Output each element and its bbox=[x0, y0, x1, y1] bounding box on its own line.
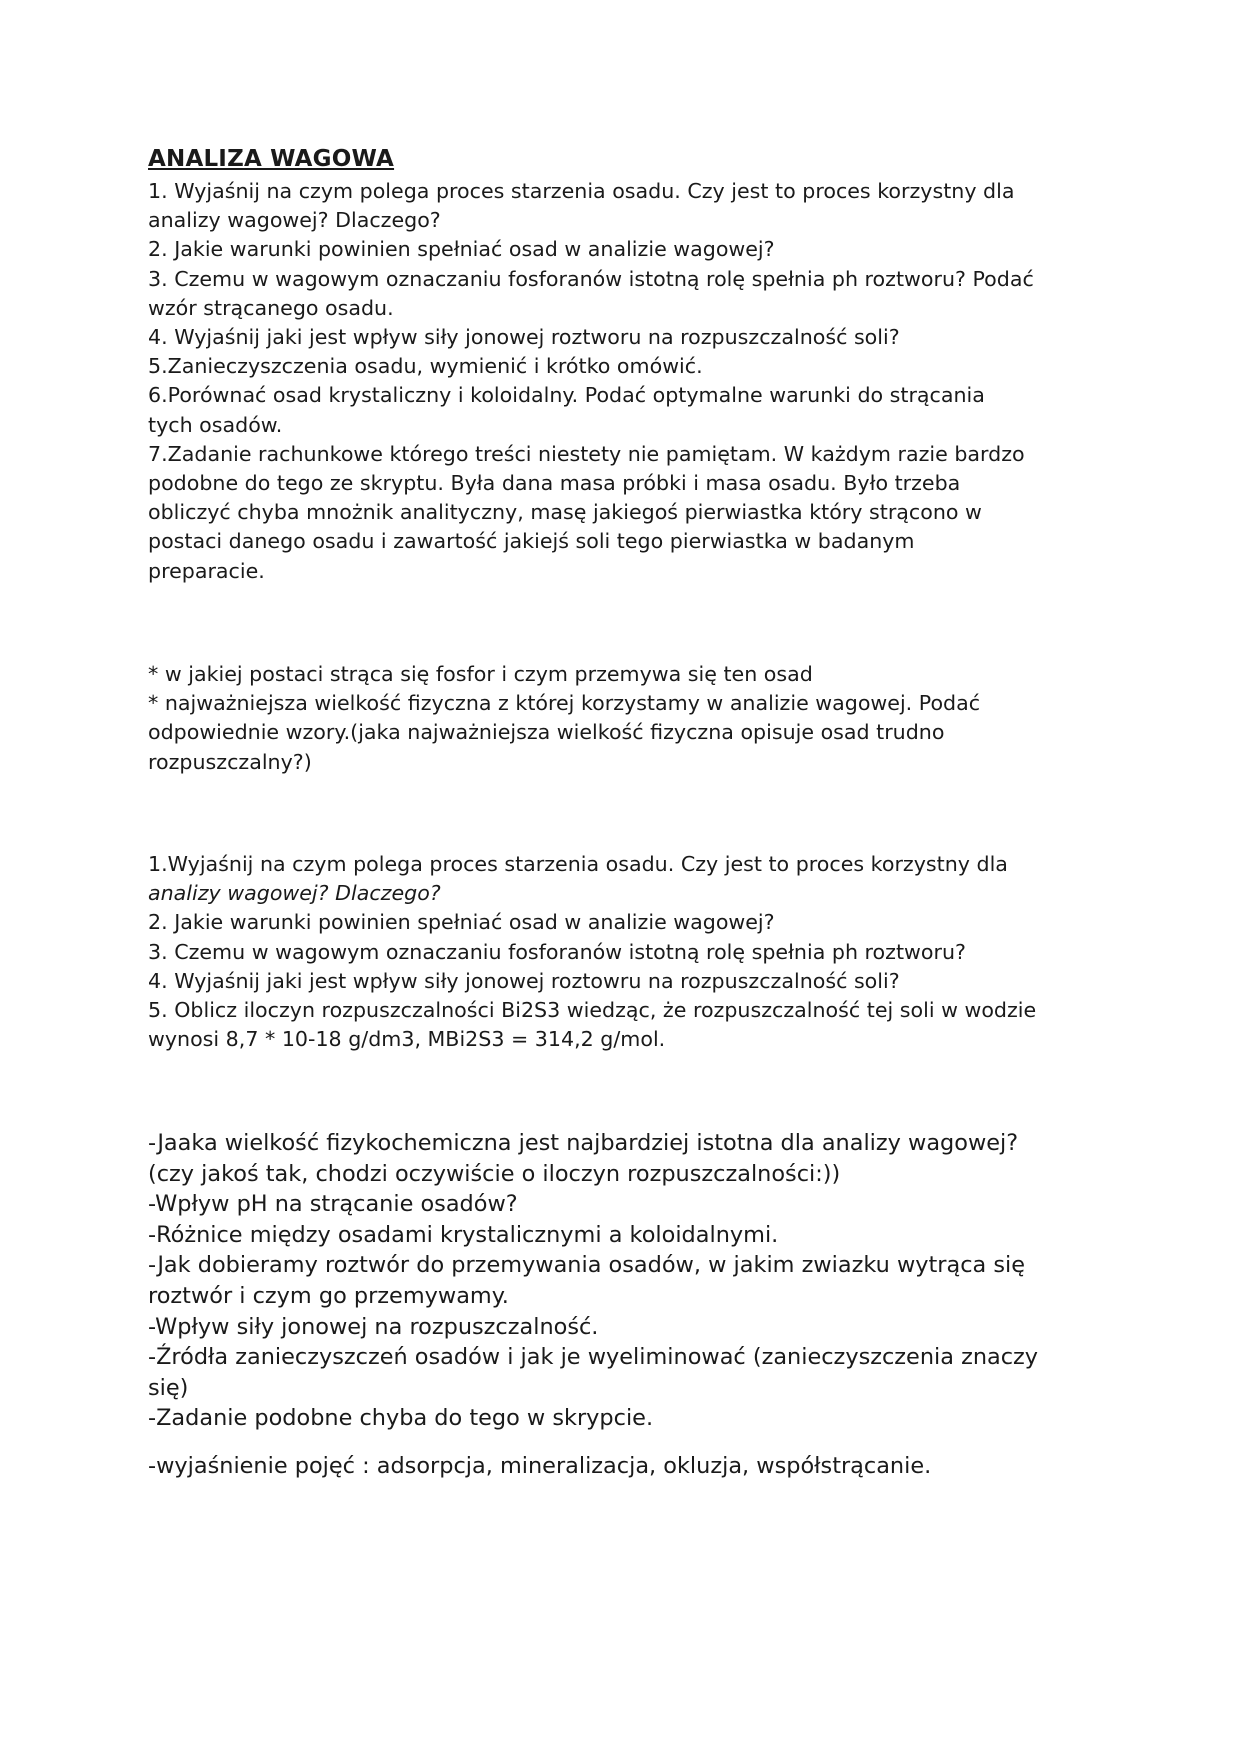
question-list-2 bbox=[148, 850, 1108, 1054]
question-list-1 bbox=[148, 177, 1108, 586]
text-line: -wyjaśnienie pojęć : adsorpcja, mineralizacja, okluzja, współstrącanie. bbox=[148, 1453, 932, 1479]
text-line: 3. Czemu w wagowym oznaczaniu fosforanów istotną rolę spełnia ph roztworu? bbox=[148, 939, 966, 964]
text-line: -Zadanie podobne chyba do tego w skrypcie. bbox=[148, 1405, 654, 1432]
text-line: 7.Zadanie rachunkowe którego treści niestety nie pamiętam. W każdym razie bardzo bbox=[148, 441, 1025, 466]
text-line: -Wpływ siły jonowej na rozpuszczalność. bbox=[148, 1313, 599, 1340]
text-line: wynosi 8,7 * 10-18 g/dm3, MBi2S3 = 314,2 g/mol. bbox=[148, 1027, 666, 1052]
text-line: podobne do tego ze skryptu. Była dana masa próbki i masa osadu. Było trzeba bbox=[148, 471, 961, 496]
text-line: 2. Jakie warunki powinien spełniać osad w analizie wagowej? bbox=[148, 910, 775, 935]
text-line: 5. Oblicz iloczyn rozpuszczalności Bi2S3 wiedząc, że rozpuszczalność tej soli w wodzie bbox=[148, 998, 1037, 1023]
text-line: -Wpływ pH na strącanie osadów? bbox=[148, 1191, 518, 1218]
document-title: ANALIZA WAGOWA bbox=[148, 146, 395, 172]
text-line: postaci danego osadu i zawartość jakiejś soli tego pierwiastka w badanym bbox=[148, 529, 915, 554]
text-line: analizy wagowej? Dlaczego? bbox=[148, 208, 441, 233]
text-line: * najważniejsza wielkość fizyczna z której korzystamy w analizie wagowej. Podać bbox=[148, 691, 981, 716]
text-line: się) bbox=[148, 1374, 189, 1401]
text-line: -Różnice między osadami krystalicznymi a koloidalnymi. bbox=[148, 1221, 779, 1248]
text-line: analizy wagowej? Dlaczego? bbox=[148, 881, 441, 906]
text-line: rozpuszczalny?) bbox=[148, 749, 312, 774]
text-line: 1.Wyjaśnij na czym polega proces starzenia osadu. Czy jest to proces korzystny dla bbox=[148, 852, 1008, 876]
text-line: 1. Wyjaśnij na czym polega proces starzenia osadu. Czy jest to proces korzystny dla bbox=[148, 179, 1015, 203]
text-line: odpowiednie wzory.(jaka najważniejsza wielkość fizyczna opisuje osad trudno bbox=[148, 720, 945, 745]
text-line: preparacie. bbox=[148, 558, 265, 583]
text-line: -Jak dobieramy roztwór do przemywania osadów, w jakim zwiazku wytrąca się bbox=[148, 1252, 1026, 1279]
text-line: 5.Zanieczyszczenia osadu, wymienić i krótko omówić. bbox=[148, 354, 703, 379]
text-line: obliczyć chyba mnożnik analityczny, masę jakiegoś pierwiastka który strącono w bbox=[148, 500, 982, 525]
text-line: 3. Czemu w wagowym oznaczaniu fosforanów istotną rolę spełnia ph roztworu? Podać bbox=[148, 266, 1034, 291]
topics-list bbox=[148, 1128, 1108, 1434]
text-line: 6.Porównać osad krystaliczny i koloidalny. Podać optymalne warunki do strącania bbox=[148, 383, 985, 408]
text-line: 4. Wyjaśnij jaki jest wpływ siły jonowej roztworu na rozpuszczalność soli? bbox=[148, 325, 900, 350]
text-line: tych osadów. bbox=[148, 412, 283, 437]
text-line: roztwór i czym go przemywamy. bbox=[148, 1282, 509, 1309]
text-line: -Źródła zanieczyszczeń osadów i jak je wyeliminować (zanieczyszczenia znaczy bbox=[148, 1344, 1039, 1371]
text-line: wzór strącanego osadu. bbox=[148, 295, 394, 320]
text-line: 4. Wyjaśnij jaki jest wpływ siły jonowej roztowru na rozpuszczalność soli? bbox=[148, 968, 900, 993]
text-line: * w jakiej postaci strąca się fosfor i czym przemywa się ten osad bbox=[148, 662, 813, 686]
text-line: (czy jakoś tak, chodzi oczywiście o iloczyn rozpuszczalności:)) bbox=[148, 1160, 841, 1187]
text-line: 2. Jakie warunki powinien spełniać osad w analizie wagowej? bbox=[148, 237, 775, 262]
text-line: -Jaaka wielkość fizykochemiczna jest najbardziej istotna dla analizy wagowej? bbox=[148, 1130, 1019, 1156]
notes-list bbox=[148, 660, 1108, 777]
definitions-line bbox=[148, 1451, 1108, 1482]
